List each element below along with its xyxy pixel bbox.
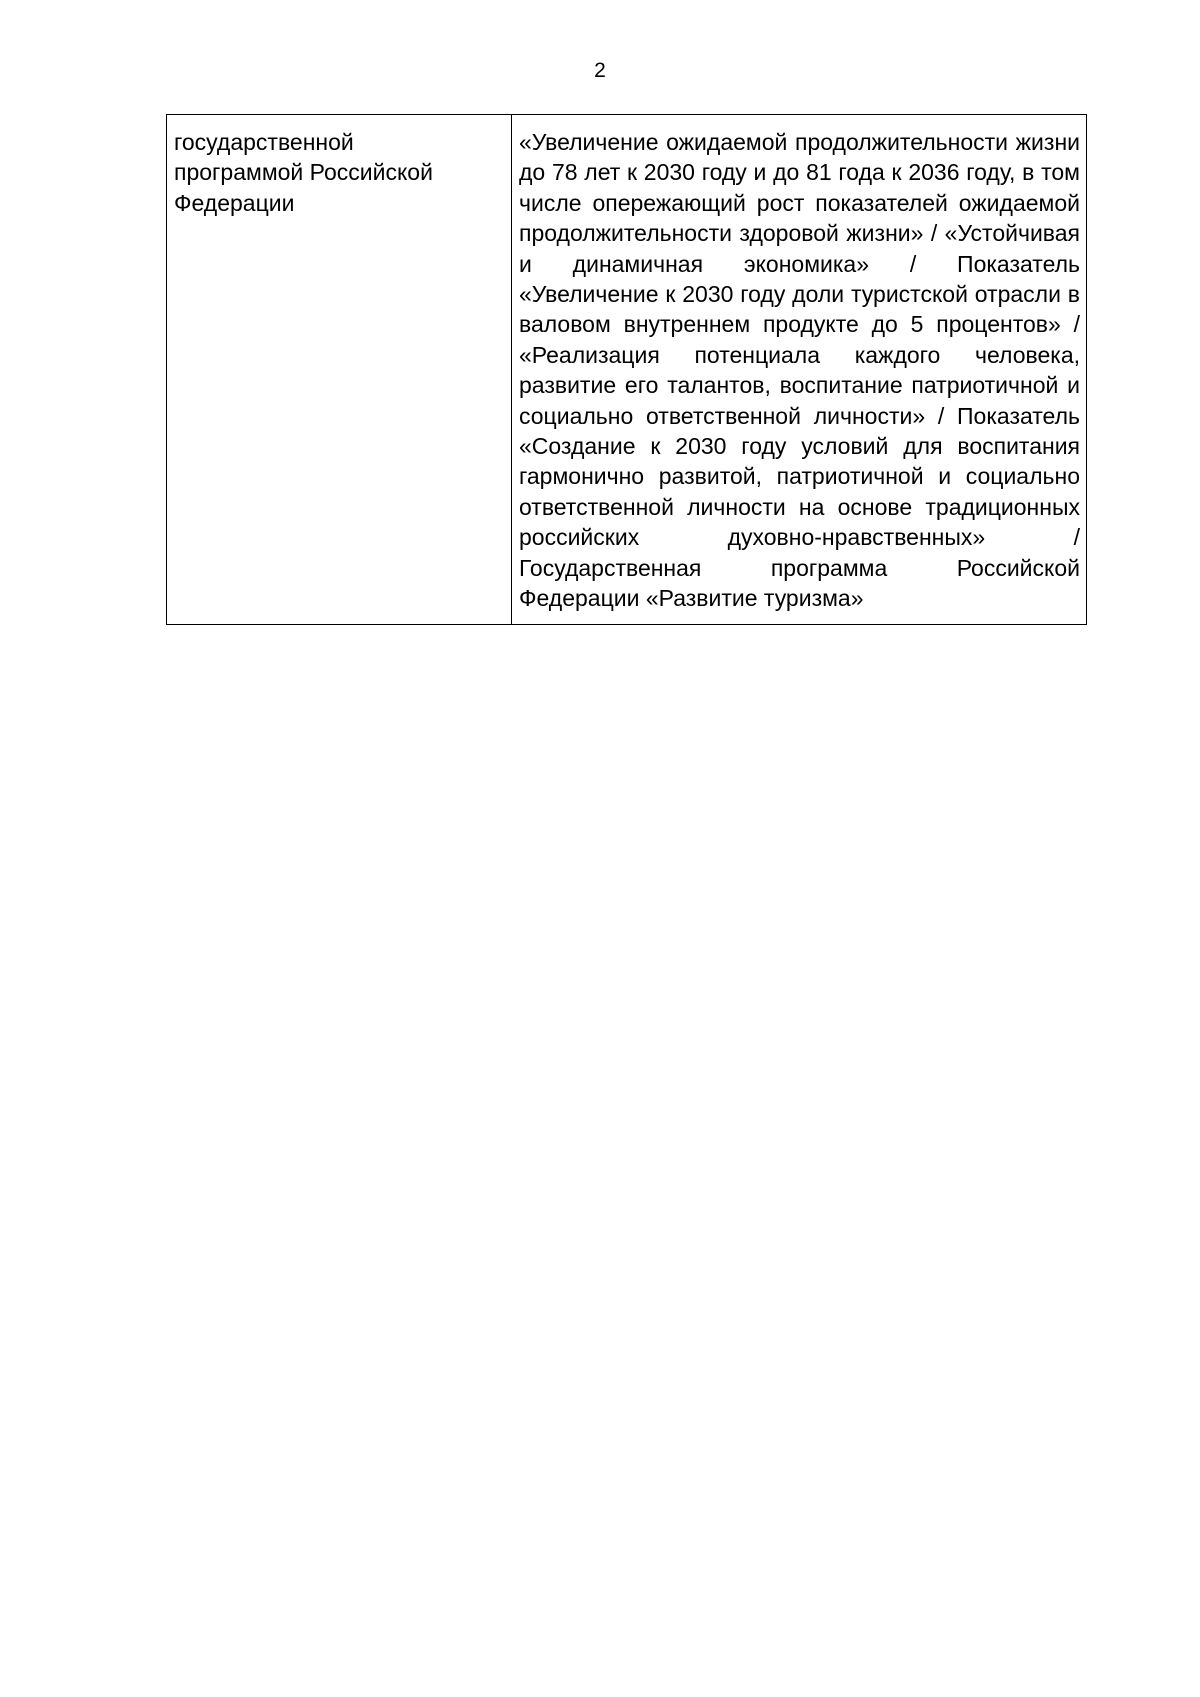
table-cell-left [167, 115, 512, 625]
table-cell-right [512, 115, 1087, 625]
table-row [167, 115, 1087, 625]
document-table [166, 114, 1087, 625]
cell-text: государственной программой Российской Федерации [174, 129, 433, 216]
cell-text: «Увеличение ожидаемой продолжительности жизни до 78 лет к 2030 году и до 81 года к 2036 году, в том числе опережающий рост показателей ожидаемой продолжительности здоровой жизни» / «Устойчивая и динамичная экономика» / Показатель «Увеличение к 2030 году доли туристской отрасли в валовом внутреннем продукте до 5 процентов» / «Реализация потенциала каждого человека, развитие его талантов, воспитание патриотичной и социально ответственной личности» / Показатель «Создание к 2030 году условий для воспитания гармонично развитой, патриотичной и социально ответственной личности на основе традиционных российских духовно-нравственных» / Государственная программа Российской Федерации «Развитие туризма» [519, 129, 1080, 612]
page-number: 2 [594, 59, 606, 82]
